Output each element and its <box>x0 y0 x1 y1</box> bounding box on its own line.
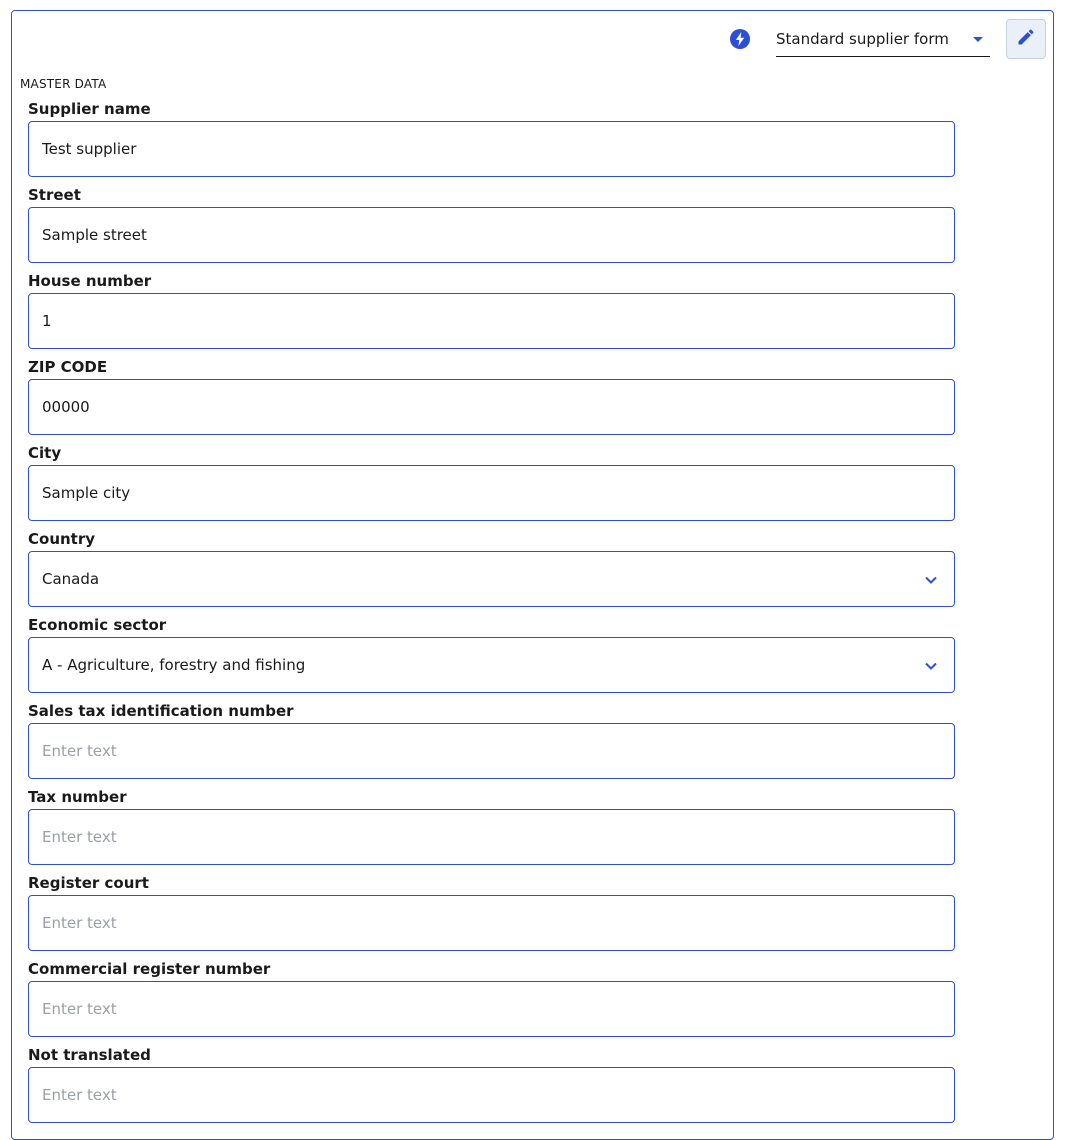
field-economic-sector <box>28 616 955 702</box>
street-input[interactable] <box>28 207 955 263</box>
field-value: 1 <box>42 312 52 330</box>
field-commercial-register-number <box>28 960 955 1046</box>
field-label: Street <box>28 186 81 204</box>
field-placeholder: Enter text <box>42 1000 117 1018</box>
field-label: Country <box>28 530 96 548</box>
field-placeholder: Enter text <box>42 1086 117 1104</box>
section-title: MASTER DATA <box>20 77 107 91</box>
caret-down-icon <box>973 37 983 42</box>
field-street <box>28 186 955 272</box>
field-label: ZIP CODE <box>28 358 108 376</box>
commercial-register-number-input[interactable] <box>28 981 955 1037</box>
field-label: Commercial register number <box>28 960 271 978</box>
field-value: Canada <box>42 570 100 588</box>
field-city <box>28 444 955 530</box>
field-value: Test supplier <box>42 140 137 158</box>
form-fields <box>28 100 955 1132</box>
economic-sector-select[interactable] <box>28 637 955 693</box>
supplier-name-input[interactable] <box>28 121 955 177</box>
form-template-value: Standard supplier form <box>776 29 949 48</box>
sales-tax-id-input[interactable] <box>28 723 955 779</box>
form-template-select[interactable] <box>776 21 990 57</box>
field-value: 00000 <box>42 398 90 416</box>
field-label: Economic sector <box>28 616 167 634</box>
field-label: Not translated <box>28 1046 151 1064</box>
house-number-input[interactable] <box>28 293 955 349</box>
pencil-icon <box>1016 27 1036 51</box>
field-placeholder: Enter text <box>42 742 117 760</box>
field-label: Register court <box>28 874 149 892</box>
country-select[interactable] <box>28 551 955 607</box>
field-value: A - Agriculture, forestry and fishing <box>42 656 306 674</box>
edit-button[interactable] <box>1006 19 1046 59</box>
lightning-bolt-icon[interactable] <box>729 28 751 50</box>
not-translated-input[interactable] <box>28 1067 955 1123</box>
field-sales-tax-id <box>28 702 955 788</box>
field-label: City <box>28 444 62 462</box>
master-data-panel <box>11 10 1054 1140</box>
tax-number-input[interactable] <box>28 809 955 865</box>
toolbar <box>729 19 1046 59</box>
field-supplier-name <box>28 100 955 186</box>
register-court-input[interactable] <box>28 895 955 951</box>
field-not-translated <box>28 1046 955 1132</box>
chevron-down-icon <box>924 573 938 587</box>
field-label: House number <box>28 272 152 290</box>
field-country <box>28 530 955 616</box>
field-label: Supplier name <box>28 100 151 118</box>
field-value: Sample street <box>42 226 147 244</box>
field-placeholder: Enter text <box>42 914 117 932</box>
chevron-down-icon <box>924 659 938 673</box>
field-register-court <box>28 874 955 960</box>
city-input[interactable] <box>28 465 955 521</box>
field-label: Tax number <box>28 788 127 806</box>
field-tax-number <box>28 788 955 874</box>
field-label: Sales tax identification number <box>28 702 294 720</box>
field-value: Sample city <box>42 484 131 502</box>
field-placeholder: Enter text <box>42 828 117 846</box>
field-zip-code <box>28 358 955 444</box>
field-house-number <box>28 272 955 358</box>
zip-code-input[interactable] <box>28 379 955 435</box>
